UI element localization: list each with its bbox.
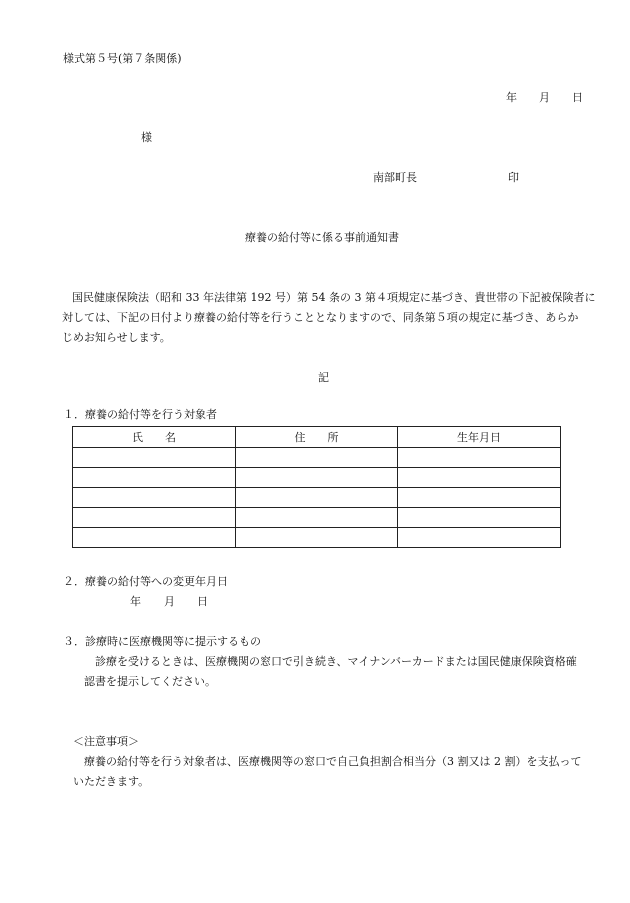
table-cell [398, 488, 561, 508]
date-year: 年 [506, 91, 517, 104]
table-cell [398, 528, 561, 548]
form-number: 様式第５号(第７条関係) [63, 52, 182, 65]
date-month: 月 [539, 91, 550, 104]
notes-line: 療養の給付等を行う対象者は、医療機関等の窓口で自己負担割合相当分（3 割又は 2 割）を支払って [84, 755, 582, 768]
column-header-name: 氏 名 [73, 427, 236, 448]
table-row [73, 448, 561, 468]
table-row [73, 468, 561, 488]
change-date-year: 年 [130, 595, 141, 608]
section2-heading: ２．療養の給付等への変更年月日 [63, 575, 228, 588]
table-cell [398, 448, 561, 468]
change-date-month: 月 [164, 595, 175, 608]
section1-heading: １．療養の給付等を行う対象者 [63, 408, 217, 421]
change-date-day: 日 [197, 595, 208, 608]
issuer-seal: 印 [508, 171, 519, 184]
table-cell [73, 468, 236, 488]
table-row [73, 488, 561, 508]
body-line: 対しては、下記の日付より療養の給付等を行うこととなりますので、同条第５項の規定に基づき、あらか [62, 311, 579, 324]
column-header-address: 住 所 [236, 427, 398, 448]
table-cell [73, 448, 236, 468]
table-cell [73, 488, 236, 508]
addressee-suffix: 様 [141, 131, 152, 144]
targets-table [72, 426, 561, 548]
table-cell [73, 508, 236, 528]
table-cell [236, 488, 398, 508]
issuer-name: 南部町長 [373, 171, 417, 184]
notes-heading: ＜注意事項＞ [73, 735, 139, 748]
table-cell [236, 528, 398, 548]
table-header-row [73, 427, 561, 448]
table-cell [398, 508, 561, 528]
table-cell [398, 468, 561, 488]
date-day: 日 [572, 91, 583, 104]
table-cell [236, 448, 398, 468]
notes-line: いただきます。 [73, 775, 150, 788]
section3-line: 診療を受けるときは、医療機関の窓口で引き続き、マイナンバーカードまたは国民健康保険資格確 [95, 655, 577, 668]
table-cell [73, 528, 236, 548]
document-title: 療養の給付等に係る事前通知書 [245, 231, 399, 244]
section3-line: 認書を提示してください。 [84, 675, 216, 688]
table-row [73, 528, 561, 548]
body-line: じめお知らせします。 [62, 331, 171, 344]
table-cell [236, 508, 398, 528]
ki-heading: 記 [318, 371, 329, 384]
column-header-birthdate: 生年月日 [398, 427, 561, 448]
table-cell [236, 468, 398, 488]
table-row [73, 508, 561, 528]
body-line: 国民健康保険法（昭和 33 年法律第 192 号）第 54 条の 3 第４項規定に基づき、貴世帯の下記被保険者に [72, 291, 596, 304]
section3-heading: ３．診療時に医療機関等に提示するもの [63, 635, 261, 648]
